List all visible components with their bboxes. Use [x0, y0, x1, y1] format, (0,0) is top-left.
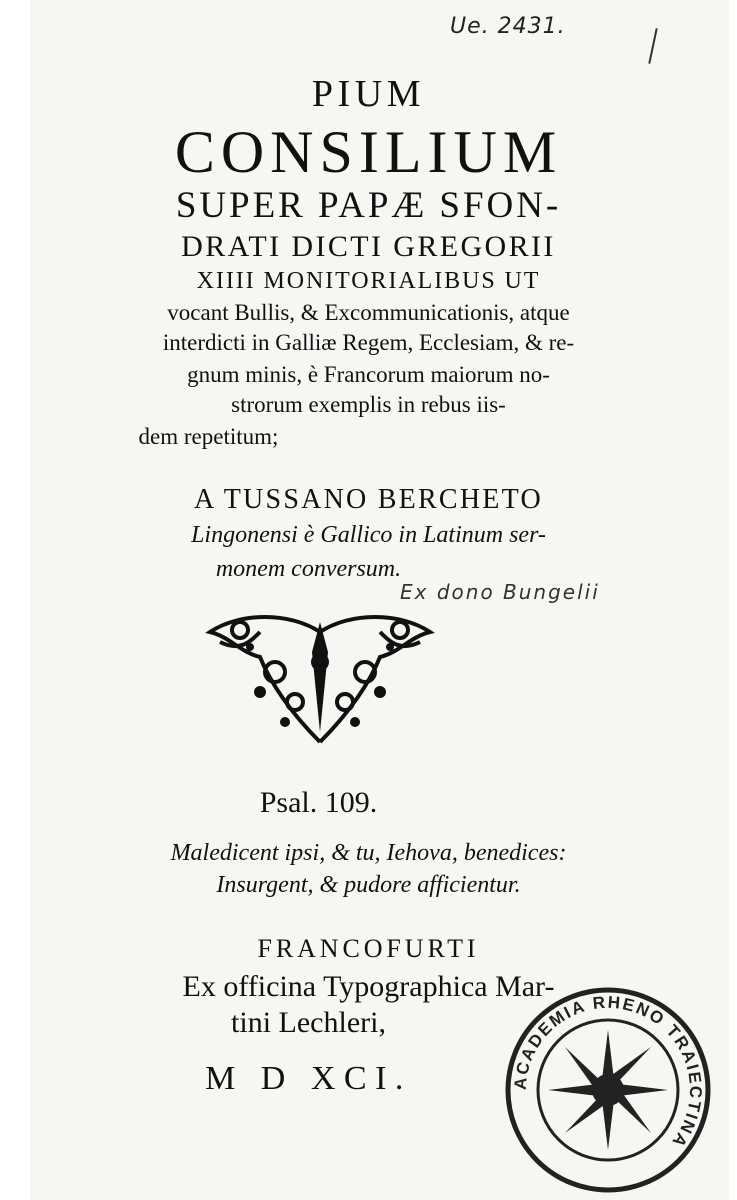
- pen-mark: [648, 28, 657, 64]
- publication-year: M D XCI.: [205, 1060, 412, 1097]
- handwritten-provenance-note: Ex dono Bungelii: [400, 580, 600, 604]
- title-line-1: PIUM: [311, 73, 426, 115]
- imprint-line-2: Ex officina Typographica Mar-: [182, 970, 555, 1003]
- title-line-7: interdicti in Galliæ Regem, Ecclesiam, & re-: [162, 330, 575, 355]
- handwritten-shelfmark: Ue. 2431.: [450, 14, 566, 39]
- imprint-city: FRANCOFURTI: [257, 934, 480, 963]
- quote-line-2: Insurgent, & pudore afficientur.: [216, 872, 521, 898]
- title-line-9: strorum exemplis in rebus iis-: [231, 392, 506, 417]
- translation-note-1: Lingonensi è Gallico in Latinum ser-: [191, 522, 546, 548]
- title-line-10: dem repetitum;: [138, 424, 279, 449]
- author-name: A TUSSANO BERCHETO: [194, 484, 543, 515]
- title-line-3: SUPER PAPÆ SFON-: [175, 185, 562, 226]
- library-stamp: [503, 985, 713, 1195]
- psalm-reference: Psal. 109.: [259, 786, 378, 819]
- quote-line-1: Maledicent ipsi, & tu, Iehova, benedices:: [170, 840, 567, 866]
- translation-note-2: monem conversum.: [215, 556, 402, 582]
- printers-ornament: [200, 612, 440, 752]
- stamp-legend: ACADEMIA RHENO TRAIECTINA: [510, 992, 706, 1152]
- title-line-5: XIIII MONITORIALIBUS UT: [196, 268, 541, 294]
- title-line-6: vocant Bullis, & Excommunicationis, atque: [167, 300, 570, 325]
- title-line-2: CONSILIUM: [174, 119, 563, 185]
- title-line-8: gnum minis, è Francorum maiorum no-: [187, 362, 550, 387]
- title-line-4: DRATI DICTI GREGORII: [181, 230, 556, 263]
- imprint-line-3: tini Lechleri,: [231, 1006, 386, 1039]
